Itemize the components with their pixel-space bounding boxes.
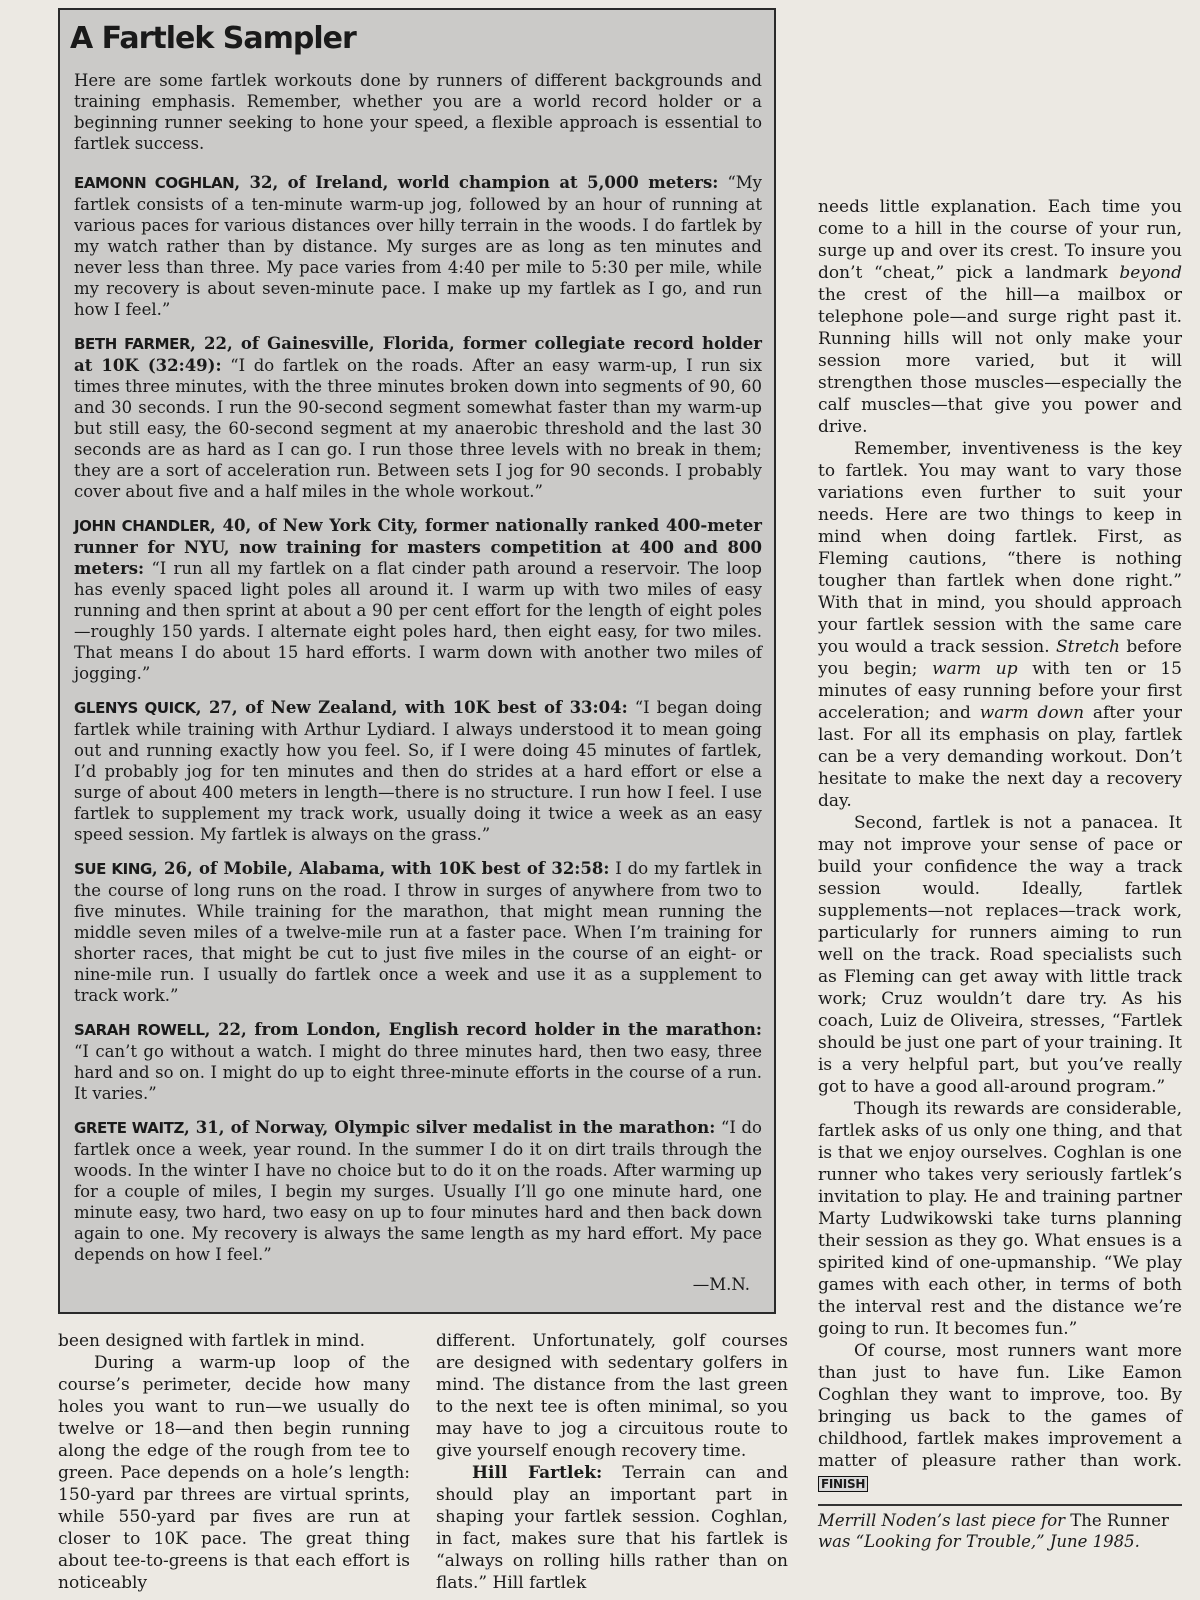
profile-text: “I can’t go without a watch. I might do three minutes hard, then two easy, three hard and so on. I might do up to eight three-minute efforts in the course of a run. It varies.” — [74, 1042, 762, 1103]
profile-farmer — [74, 333, 762, 502]
profile-name: BETH FARMER — [74, 335, 191, 353]
text-run: Of course, most runners want more than just to have fun. Like Eamon Coghlan they want to improve, too. By bringing us back to the games of childhood, fartlek makes improvement a matter of pleasure rather than work. — [818, 1341, 1182, 1471]
article-column-middle — [436, 1330, 788, 1594]
profile-desc: , 32, of Ireland, world champion at 5,000 meters: — [234, 173, 719, 192]
paragraph — [818, 196, 1182, 438]
profile-text: “I began doing fartlek while training with Arthur Lydiard. I always understood it to mean going out and running exactly how you feel. So, if I were doing 45 minutes of fartlek, I’d probably jog for ten minutes and then do strides at a hard effort or else a surge of about 400 meters in length—there is no structure. I run how I feel. I use fartlek to supplement my track work, usually doing it twice a week as an easy speed session. My fartlek is always on the grass.” — [74, 698, 763, 844]
paragraph — [818, 438, 1182, 812]
author-initials: —M.N. — [692, 1275, 750, 1294]
paragraph: Though its rewards are considerable, fartlek asks of us only one thing, and that is that we enjoy ourselves. Coghlan is one runner who takes very seriously fartlek’s invitation to play. He and training partner Marty Ludwikowski take turns planning their session as they go. What ensues is a spirited kind of one-upmanship. “We play games with each other, in terms of both the interval rest and the distance we’re going to run. It becomes fun.” — [818, 1099, 1182, 1339]
subhead-hill-fartlek: Hill Fartlek: — [472, 1463, 603, 1483]
paragraph-text: Terrain can and should play an important part in shaping your fartlek session. Coghlan, in fact, makes sure that his fartlek is “always on rolling hills rather than on flats.” Hill fartlek — [436, 1463, 788, 1593]
profile-quick — [74, 697, 762, 845]
profile-king — [74, 858, 762, 1006]
profile-text: “My fartlek consists of a ten-minute warm-up jog, followed by an hour of running at various paces for various distances over hilly terrain in the woods. I do fartlek by my watch rather than by distance. My surges are as long as ten minutes and never less than three. My pace varies from 4:40 per mile to 5:30 per mile, while my recovery is about seven-minute pace. I make up my fartlek as I go, and run how I feel.” — [74, 173, 762, 319]
paragraph: been designed with fartlek in mind. — [58, 1331, 365, 1351]
paragraph: Second, fartlek is not a panacea. It may not improve your sense of pace or build your confidence the way a track session would. Ideally, fartlek supplements—not replaces—track work, particularly for runners aiming to run well on the track. Road specialists such as Fleming can get away with little track work; Cruz wouldn’t dare try. As his coach, Luiz de Oliveira, stresses, “Fartlek should be just one part of your training. It is a very helpful part, but you’ve really got to have a good all-around program.” — [818, 813, 1182, 1097]
text-run: needs little explanation. Each time you come to a hill in the course of your run, surge up and over its crest. To insure you don’t “cheat,” pick a landmark — [818, 197, 1182, 283]
bio-divider — [818, 1504, 1182, 1506]
text-run: before you begin; — [818, 637, 1182, 679]
fartlek-sampler-sidebar — [58, 8, 776, 1314]
paragraph: During a warm-up loop of the course’s perimeter, decide how many holes you want to run—we usually do twelve or 18—and then begin running along the edge of the rough from tee to green. Pace depends on a hole’s length: 150-yard par threes are virtual sprints, while 550-yard par fives are run at closer to 10K pace. The great thing about tee-to-greens is that each effort is noticeably — [58, 1353, 410, 1593]
profile-desc: , 22, of Gainesville, Florida, former collegiate record holder at 10K (32:49): — [74, 334, 762, 375]
text-run: after your last. For all its emphasis on play, fartlek can be a very demanding workout. Don’t hesitate to make the next day a recovery day. — [818, 703, 1182, 811]
paragraph-hill-fartlek — [436, 1462, 788, 1594]
emphasis: warm up — [932, 659, 1018, 679]
sidebar-title: A Fartlek Sampler — [70, 21, 356, 56]
profile-coghlan — [74, 172, 762, 320]
author-bio — [818, 1510, 1182, 1552]
profile-chandler — [74, 515, 762, 684]
paragraph-final — [818, 1340, 1182, 1495]
text-run: the crest of the hill—a mailbox or telephone pole—and surge right past it. Running hills will not only make your session more varied, but it will strengthen those muscles—especially the calf muscles—that give you power and drive. — [818, 285, 1182, 437]
profile-name: SUE KING — [74, 860, 152, 878]
profile-name: EAMONN COGHLAN — [74, 174, 235, 192]
profile-desc: , 31, of Norway, Olympic silver medalist in the marathon: — [183, 1118, 716, 1137]
profile-desc: , 26, of Mobile, Alabama, with 10K best of 32:58: — [151, 859, 610, 878]
text-run: Merrill Noden’s last piece for — [818, 1511, 1071, 1530]
emphasis: warm down — [979, 703, 1085, 723]
finish-mark: FINISH — [818, 1476, 868, 1492]
emphasis: beyond — [1119, 263, 1182, 283]
profile-name: GRETE WAITZ — [74, 1119, 184, 1137]
profile-rowell — [74, 1019, 762, 1104]
profile-name: SARAH ROWELL — [74, 1021, 205, 1039]
emphasis: Stretch — [1056, 637, 1120, 657]
paragraph: different. Unfortunately, golf courses are designed with sedentary golfers in mind. The distance from the last green to the next tee is often minimal, so you may have to jog a circuitous route to give yourself enough recovery time. — [436, 1331, 788, 1461]
profile-text: I do my fartlek in the course of long runs on the road. I throw in surges of anywhere from two to five minutes. While training for the marathon, that might mean running the middle seven miles of a twelve-mile run at a faster pace. When I’m training for shorter races, that might be cut to just five miles in the course of an eight- or nine-mile run. I usually do fartlek once a week and use it as a supplement to track work.” — [74, 859, 762, 1005]
text-run: was “Looking for Trouble,” June 1985. — [818, 1532, 1140, 1551]
profile-desc: , 40, of New York City, former nationally ranked 400-meter runner for NYU, now training for masters competition at 400 and 800 meters: — [74, 516, 762, 578]
profile-name: GLENYS QUICK — [74, 699, 196, 717]
article-column-right — [818, 196, 1182, 1495]
text-run: Remember, inventiveness is the key to fartlek. You may want to vary those variations even further to suit your needs. Here are two things to keep in mind when doing fartlek. First, as Fleming cautions, “there is nothing tougher than fartlek when done right.” With that in mind, you should approach your fartlek session with the same care you would a track session. — [818, 439, 1182, 657]
publication-name: The Runner — [1070, 1511, 1169, 1530]
profile-desc: , 27, of New Zealand, with 10K best of 33:04: — [195, 698, 628, 717]
text-run: with ten or 15 minutes of easy running before your first acceleration; and — [818, 659, 1182, 723]
sidebar-intro: Here are some fartlek workouts done by runners of different backgrounds and training emphasis. Remember, whether you are a world record holder or a beginning runner seeking to hone your speed, a flexible approach is essential to fartlek success. — [74, 71, 762, 153]
article-column-left — [58, 1330, 410, 1594]
profile-text: “I do fartlek once a week, year round. In the summer I do it on dirt trails through the woods. In the winter I have no choice but to do it on the roads. After warming up for a couple of miles, I begin my surges. Usually I’ll go one minute hard, one minute easy, two hard, two easy on up to four minutes hard and then back down again to one. My recovery is always the same length as my hard effort. My pace depends on how I feel.” — [74, 1118, 762, 1264]
profile-desc: , 22, from London, English record holder in the marathon: — [204, 1020, 762, 1039]
profile-text: “I do fartlek on the roads. After an easy warm-up, I run six times three minutes, with the three minutes broken down into segments of 90, 60 and 30 seconds. I run the 90-second segment somewhat faster than my warm-up but still easy, the 60-second segment at my anaerobic threshold and the last 30 seconds are as hard as I can go. I run those three levels with no break in them; they are a sort of acceleration run. Between sets I jog for 90 seconds. I probably cover about five and a half miles in the whole workout.” — [74, 356, 763, 501]
profile-waitz — [74, 1117, 762, 1265]
profile-text: “I run all my fartlek on a flat cinder path around a reservoir. The loop has evenly spaced light poles all around it. I warm up with two miles of easy running and then sprint at about a 90 per cent effort for the length of eight poles—roughly 150 yards. I alternate eight poles hard, then eight easy, for two miles. That means I do about 15 hard efforts. I warm down with another two miles of jogging.” — [74, 559, 762, 683]
profile-name: JOHN CHANDLER — [74, 517, 210, 535]
